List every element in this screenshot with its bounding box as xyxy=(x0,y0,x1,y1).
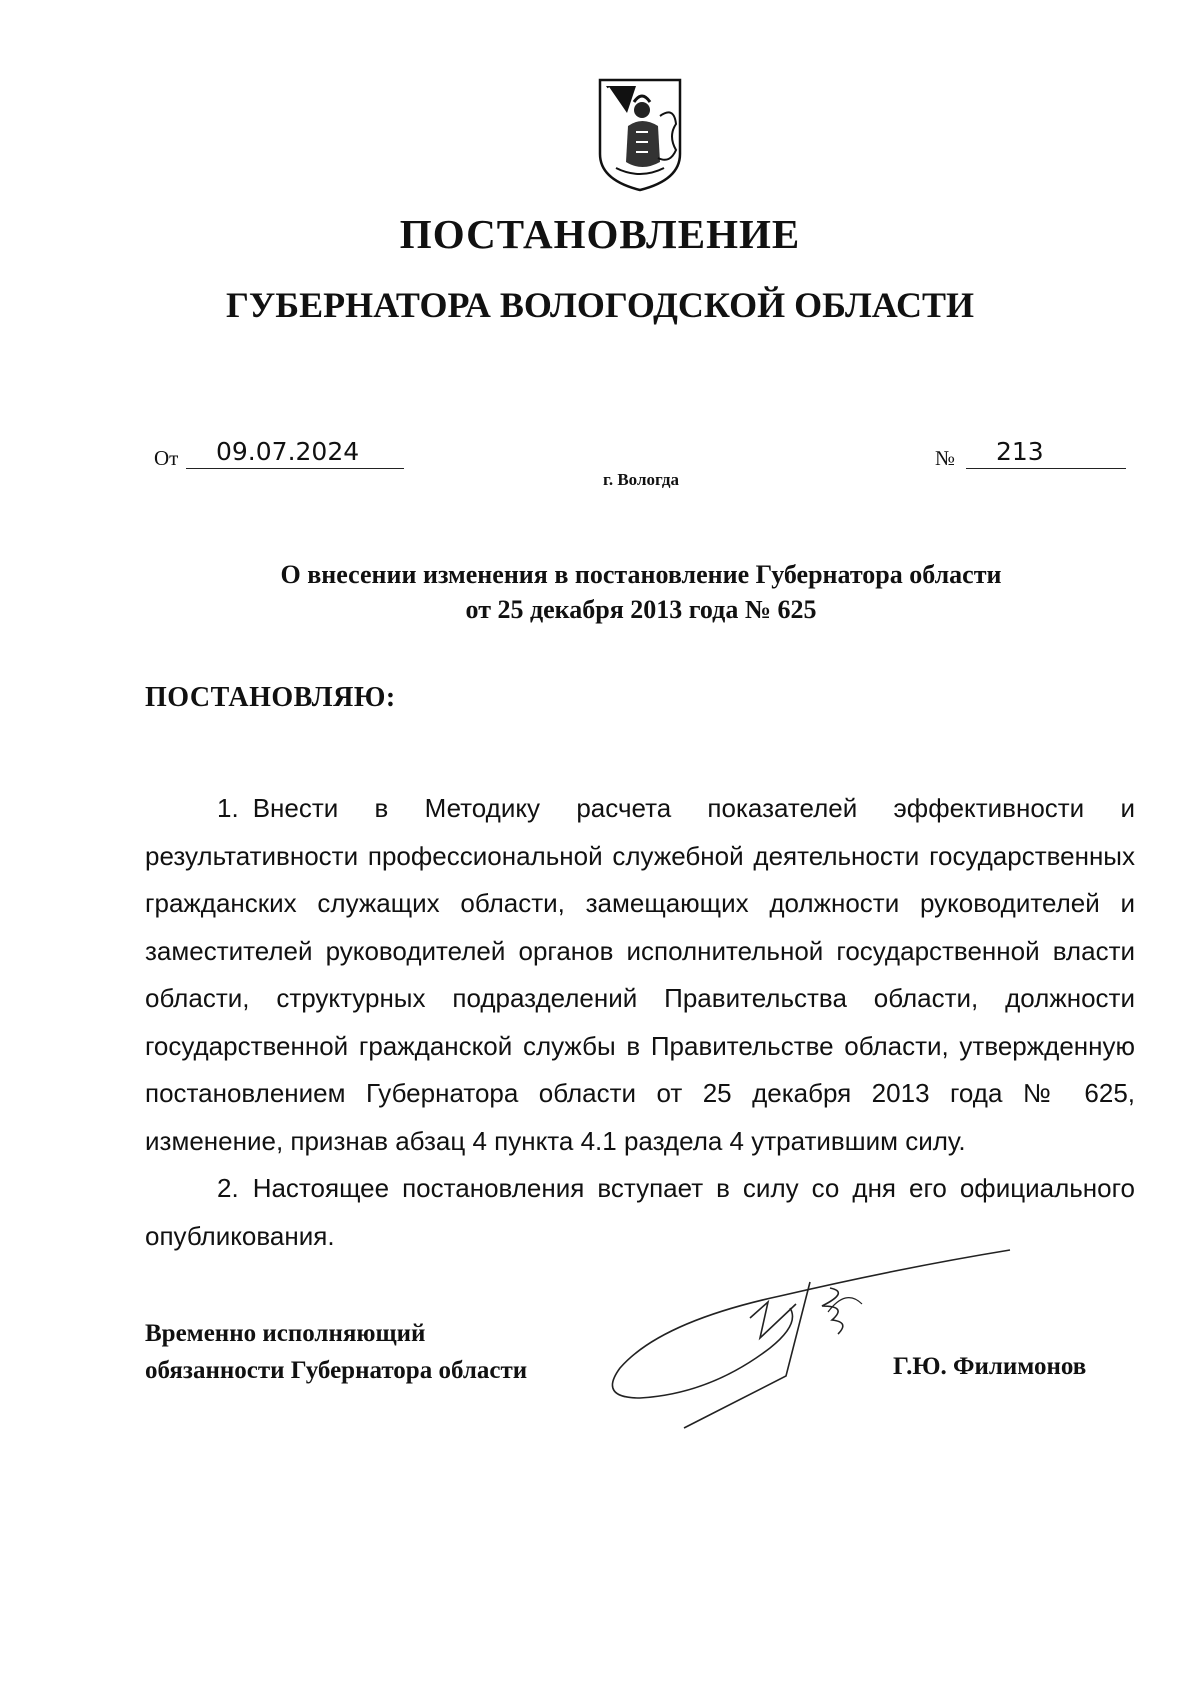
document-body xyxy=(145,785,1135,1260)
position-line-2: обязанности Губернатора области xyxy=(145,1357,528,1384)
paragraph-number: 1. xyxy=(217,793,239,823)
document-date: 09.07.2024 xyxy=(186,436,404,469)
date-prefix: От xyxy=(154,446,179,470)
position-line-1: Временно исполняющий xyxy=(145,1320,426,1347)
subject-line-2: от 25 декабря 2013 года № 625 xyxy=(465,595,817,624)
paragraph-2 xyxy=(145,1165,1135,1260)
document-subtitle: ГУБЕРНАТОРА ВОЛОГОДСКОЙ ОБЛАСТИ xyxy=(225,285,975,325)
document-subject xyxy=(0,557,1200,627)
coat-of-arms-emblem-icon xyxy=(596,76,684,194)
paragraph-text: Настоящее постановления вступает в силу со дня его официального опубликования. xyxy=(145,1173,1135,1251)
paragraph-text: Внести в Методику расчета показателей эффективности и результативности профессиональной служебной деятельности государственных гражданских служащих области, замещающих должности руководителей и заместителей руководителей органов исполнительной государственной власти области, структурных подразделений Правительства области, должности государственной гражданской службы в Правительстве области, утвержденную постановлением Губернатора области от 25 декабря 2013 года № 625, изменение, признав абзац 4 пункта 4.1 раздела 4 утратившим силу. xyxy=(145,793,1135,1156)
signatory-name: Г.Ю. Филимонов xyxy=(893,1353,1087,1380)
handwritten-signature xyxy=(600,1248,1020,1448)
city-label: г. Вологда xyxy=(603,470,679,489)
paragraph-number: 2. xyxy=(217,1173,239,1203)
document-number: 213 xyxy=(966,436,1126,469)
document-title: ПОСТАНОВЛЕНИЕ xyxy=(399,211,801,257)
resolve-heading: ПОСТАНОВЛЯЮ: xyxy=(145,682,396,713)
subject-line-1: О внесении изменения в постановление Губернатора области xyxy=(280,560,1002,589)
number-prefix: № xyxy=(935,446,956,470)
signatory-position xyxy=(145,1315,527,1389)
paragraph-1 xyxy=(145,785,1135,1165)
